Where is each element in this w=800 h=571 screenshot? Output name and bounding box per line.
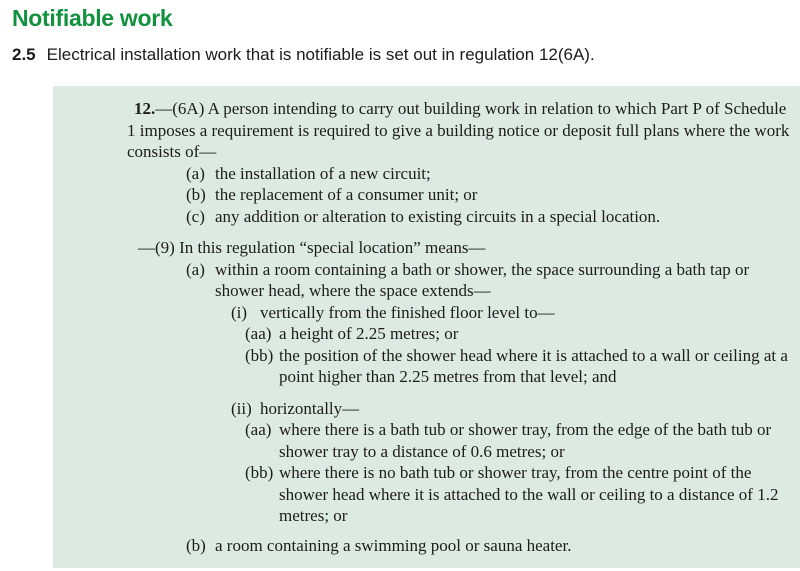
paragraph-number: 2.5: [12, 45, 36, 64]
clause-item-text: a height of 2.25 metres; or: [279, 324, 459, 343]
clause-text: —(6A) A person intending to carry out building work in relation to which Part P of Schedule 1 imposes a requirement is required to give a building notice or deposit full plans where the work consists of—: [127, 99, 790, 161]
clause-marker: (b): [186, 185, 206, 204]
clause-9-item-a-ii: [231, 398, 792, 420]
clause-marker: (aa): [245, 324, 272, 343]
intro-paragraph: [12, 44, 800, 65]
clause-9-item-b: [186, 535, 792, 557]
clause-marker: (ii): [231, 398, 252, 418]
clause-item-text: where there is a bath tub or shower tray, from the edge of the bath tub or shower tray to a distance of 0.6 metres; or: [279, 420, 772, 461]
page-title: Notifiable work: [12, 5, 173, 31]
clause-marker: (c): [186, 206, 205, 226]
clause-9-item-a-i: [231, 302, 792, 324]
clause-9: —(9) In this regulation “special location” means—: [138, 238, 486, 257]
clause-marker: (b): [186, 535, 206, 555]
clause-marker: (aa): [245, 420, 272, 439]
clause-item-a: [186, 163, 792, 185]
clause-item-c: [186, 206, 792, 228]
paragraph-text: Electrical installation work that is notifiable is set out in regulation 12(6A).: [46, 45, 595, 64]
clause-number: 12.: [134, 99, 156, 118]
clause-item-text: a room containing a swimming pool or sauna heater.: [215, 535, 572, 555]
clause-item-text: vertically from the finished floor level to—: [260, 302, 555, 322]
clause-item-text: the installation of a new circuit;: [215, 163, 431, 183]
clause-marker: (bb): [245, 463, 274, 482]
clause-marker: (i): [231, 302, 248, 322]
clause-item-text: within a room containing a bath or shower, the space surrounding a bath tap or shower head, where the space extends—: [215, 259, 750, 300]
clause-12-6a: [127, 98, 792, 163]
clause-9-item-a-ii-aa: [245, 419, 792, 462]
clause-9-item-a-i-aa: [245, 323, 792, 345]
clause-item-text: where there is no bath tub or shower tray, from the centre point of the shower head where it is attached to the wall or ceiling to a distance of 1.2 metres; or: [279, 463, 779, 525]
clause-marker: (bb): [245, 345, 274, 365]
clause-marker: (a): [186, 259, 205, 279]
clause-9-item-a-ii-bb: [245, 462, 792, 527]
clause-9-item-a-i-bb: [245, 345, 792, 388]
clause-item-text: horizontally—: [260, 398, 360, 418]
clause-item-text: the position of the shower head where it is attached to a wall or ceiling at a point higher than 2.25 metres from that level; and: [279, 345, 788, 386]
clause-9-item-a: [186, 259, 792, 302]
clause-item-b: [186, 184, 792, 206]
regulation-extract-box: [53, 86, 800, 568]
clause-item-text: the replacement of a consumer unit; or: [215, 185, 478, 204]
clause-marker: (a): [186, 163, 205, 183]
clause-item-text: any addition or alteration to existing circuits in a special location.: [215, 206, 661, 226]
